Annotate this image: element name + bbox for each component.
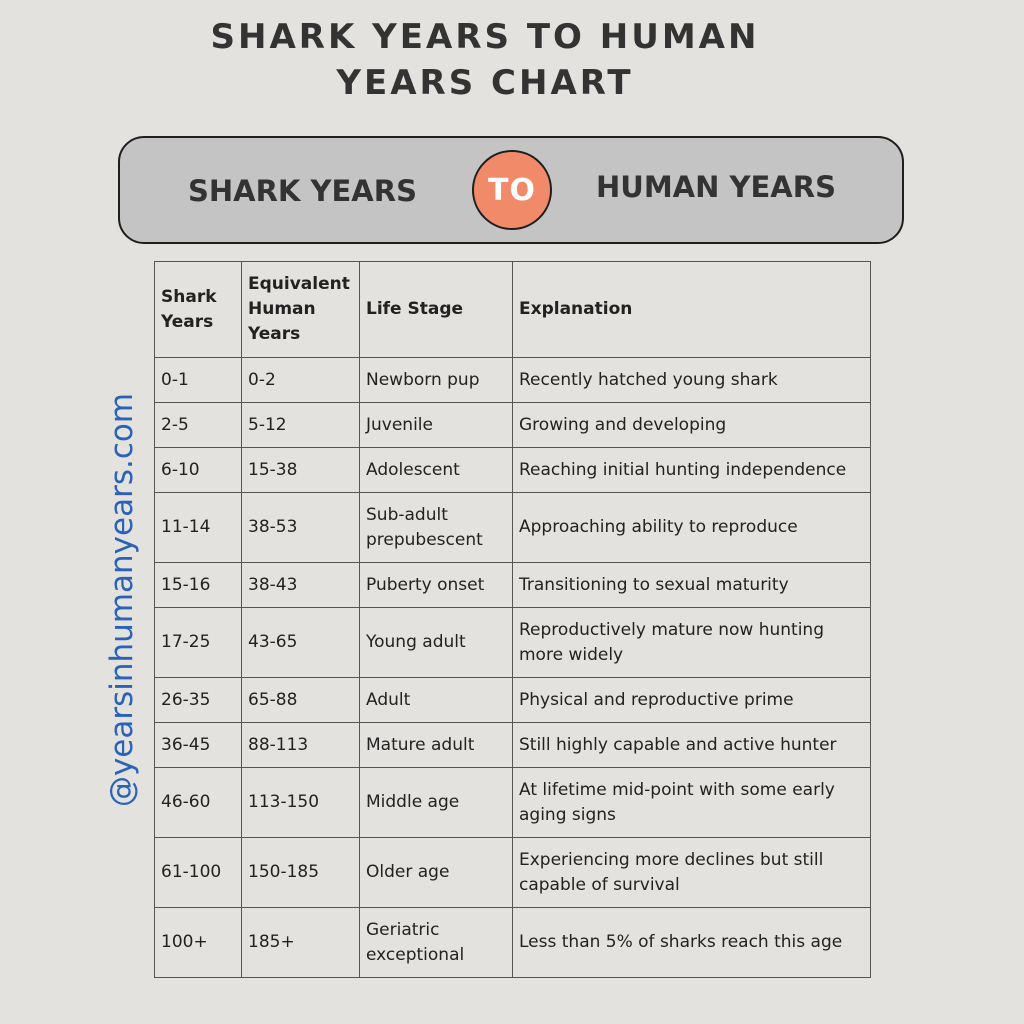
cell-explanation: Less than 5% of sharks reach this age xyxy=(513,908,871,978)
cell-shark-years: 6-10 xyxy=(155,448,242,493)
conversion-banner xyxy=(118,136,904,244)
cell-shark-years: 0-1 xyxy=(155,358,242,403)
cell-life-stage: Puberty onset xyxy=(360,563,513,608)
cell-shark-years: 2-5 xyxy=(155,403,242,448)
cell-human-years: 150-185 xyxy=(242,838,360,908)
cell-explanation: Physical and reproductive prime xyxy=(513,678,871,723)
table-row xyxy=(155,908,871,978)
cell-human-years: 5-12 xyxy=(242,403,360,448)
table-row xyxy=(155,838,871,908)
table-row xyxy=(155,608,871,678)
table-row xyxy=(155,403,871,448)
page-title xyxy=(0,14,970,106)
cell-human-years: 88-113 xyxy=(242,723,360,768)
cell-explanation: Approaching ability to reproduce xyxy=(513,493,871,563)
banner-to-circle: TO xyxy=(472,150,552,230)
cell-life-stage: Adolescent xyxy=(360,448,513,493)
cell-human-years: 38-53 xyxy=(242,493,360,563)
cell-explanation: Still highly capable and active hunter xyxy=(513,723,871,768)
table-row xyxy=(155,678,871,723)
shark-age-table xyxy=(154,261,871,978)
table-row xyxy=(155,448,871,493)
table-row xyxy=(155,768,871,838)
banner-shark-years-label: SHARK YEARS xyxy=(188,174,417,208)
cell-life-stage: Older age xyxy=(360,838,513,908)
cell-shark-years: 46-60 xyxy=(155,768,242,838)
table-header-row xyxy=(155,262,871,358)
page-title-line-1: SHARK YEARS TO HUMAN xyxy=(210,17,760,57)
table-row xyxy=(155,358,871,403)
column-header-explanation: Explanation xyxy=(513,262,871,358)
cell-human-years: 38-43 xyxy=(242,563,360,608)
cell-shark-years: 100+ xyxy=(155,908,242,978)
cell-life-stage: Geriatric exceptional xyxy=(360,908,513,978)
table-row xyxy=(155,493,871,563)
cell-explanation: Experiencing more declines but still capable of survival xyxy=(513,838,871,908)
cell-explanation: Recently hatched young shark xyxy=(513,358,871,403)
column-header-life-stage: Life Stage xyxy=(360,262,513,358)
cell-shark-years: 61-100 xyxy=(155,838,242,908)
cell-life-stage: Middle age xyxy=(360,768,513,838)
cell-shark-years: 36-45 xyxy=(155,723,242,768)
page-title-line-2: YEARS CHART xyxy=(336,63,634,103)
cell-human-years: 15-38 xyxy=(242,448,360,493)
cell-human-years: 0-2 xyxy=(242,358,360,403)
table-row xyxy=(155,723,871,768)
cell-human-years: 65-88 xyxy=(242,678,360,723)
banner-human-years-label: HUMAN YEARS xyxy=(596,170,836,204)
cell-shark-years: 17-25 xyxy=(155,608,242,678)
cell-human-years: 185+ xyxy=(242,908,360,978)
cell-shark-years: 15-16 xyxy=(155,563,242,608)
cell-shark-years: 26-35 xyxy=(155,678,242,723)
cell-life-stage: Juvenile xyxy=(360,403,513,448)
cell-explanation: Transitioning to sexual maturity xyxy=(513,563,871,608)
website-watermark: @yearsinhumanyears.com xyxy=(104,392,140,808)
cell-explanation: Reproductively mature now hunting more widely xyxy=(513,608,871,678)
cell-explanation: Reaching initial hunting independence xyxy=(513,448,871,493)
cell-human-years: 113-150 xyxy=(242,768,360,838)
cell-life-stage: Young adult xyxy=(360,608,513,678)
cell-life-stage: Sub-adult prepubescent xyxy=(360,493,513,563)
table-row xyxy=(155,563,871,608)
cell-explanation: Growing and developing xyxy=(513,403,871,448)
cell-shark-years: 11-14 xyxy=(155,493,242,563)
column-header-shark-years: Shark Years xyxy=(155,262,242,358)
cell-life-stage: Newborn pup xyxy=(360,358,513,403)
cell-life-stage: Mature adult xyxy=(360,723,513,768)
cell-human-years: 43-65 xyxy=(242,608,360,678)
column-header-human-years: Equivalent Human Years xyxy=(242,262,360,358)
cell-life-stage: Adult xyxy=(360,678,513,723)
cell-explanation: At lifetime mid-point with some early aging signs xyxy=(513,768,871,838)
